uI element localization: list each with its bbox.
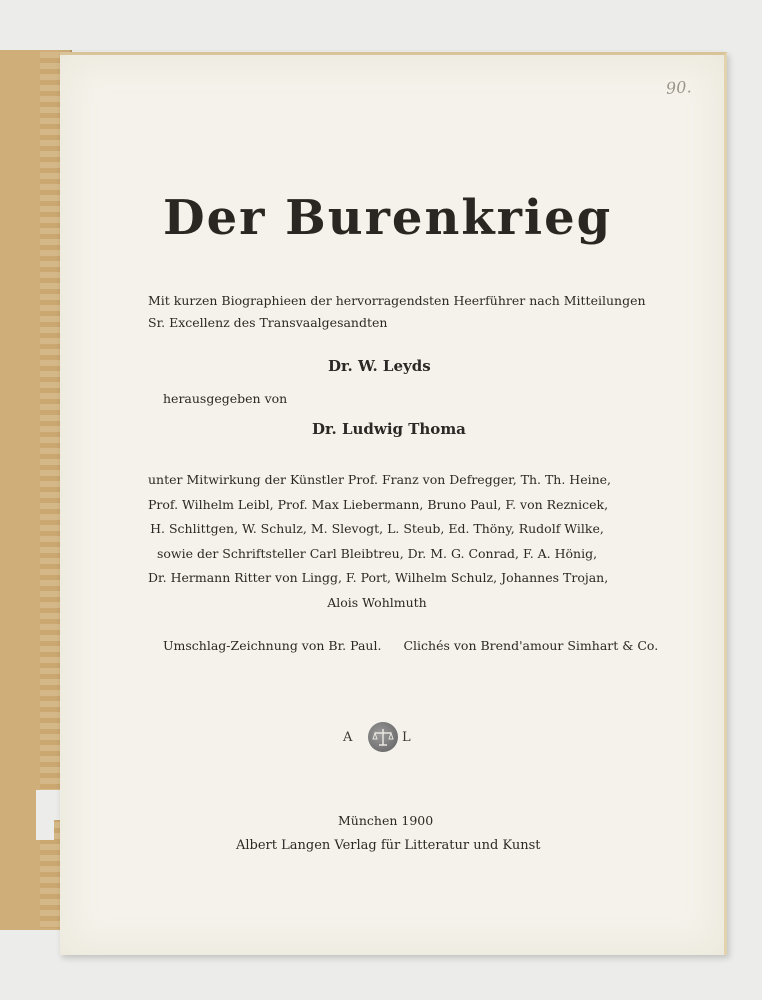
contributors-line: sowie der Schriftsteller Carl Bleibtreu, Dr. M. G. Conrad, F. A. Hönig,	[156, 545, 598, 561]
subtitle-line: Sr. Excellenz des Transvaalgesandten	[148, 315, 388, 330]
informant-name: Dr. W. Leyds	[328, 357, 431, 375]
publisher-scales-icon	[368, 722, 398, 752]
book-title: Der Burenkrieg	[163, 190, 613, 246]
cover-credit: Umschlag-Zeichnung von Br. Paul.	[163, 638, 382, 653]
contributors-line: unter Mitwirkung der Künstler Prof. Franz von Defregger, Th. Th. Heine,	[148, 472, 612, 487]
contributors-line: Alois Wohlmuth	[327, 594, 427, 610]
logo-letter-right: L	[402, 730, 411, 745]
publisher: Albert Langen Verlag für Litteratur und Kunst	[236, 838, 541, 853]
torn-hole	[36, 818, 54, 840]
cliche-credit: Clichés von Brend'amour Simhart & Co.	[403, 638, 659, 653]
scales-icon	[368, 722, 398, 752]
contributors	[148, 468, 612, 615]
contributors-line: H. Schlittgen, W. Schulz, M. Slevogt, L. Steub, Ed. Thöny, Rudolf Wilke,	[150, 521, 604, 536]
city-year: München 1900	[338, 813, 434, 828]
edited-by-label: herausgegeben von	[163, 391, 288, 406]
logo-letter-left: A	[343, 730, 353, 745]
torn-hole	[36, 790, 62, 820]
contributors-line: Prof. Wilhelm Leibl, Prof. Max Liebermann, Bruno Paul, F. von Reznicek,	[148, 496, 609, 512]
subtitle	[148, 290, 646, 334]
pencil-note: 90.	[665, 77, 693, 98]
credits	[163, 638, 658, 653]
contributors-line: Dr. Hermann Ritter von Lingg, F. Port, Wilhelm Schulz, Johannes Trojan,	[148, 570, 609, 585]
subtitle-line: Mit kurzen Biographieen der hervorragendsten Heerführer nach Mitteilungen	[148, 293, 646, 308]
editor-name: Dr. Ludwig Thoma	[312, 420, 466, 438]
